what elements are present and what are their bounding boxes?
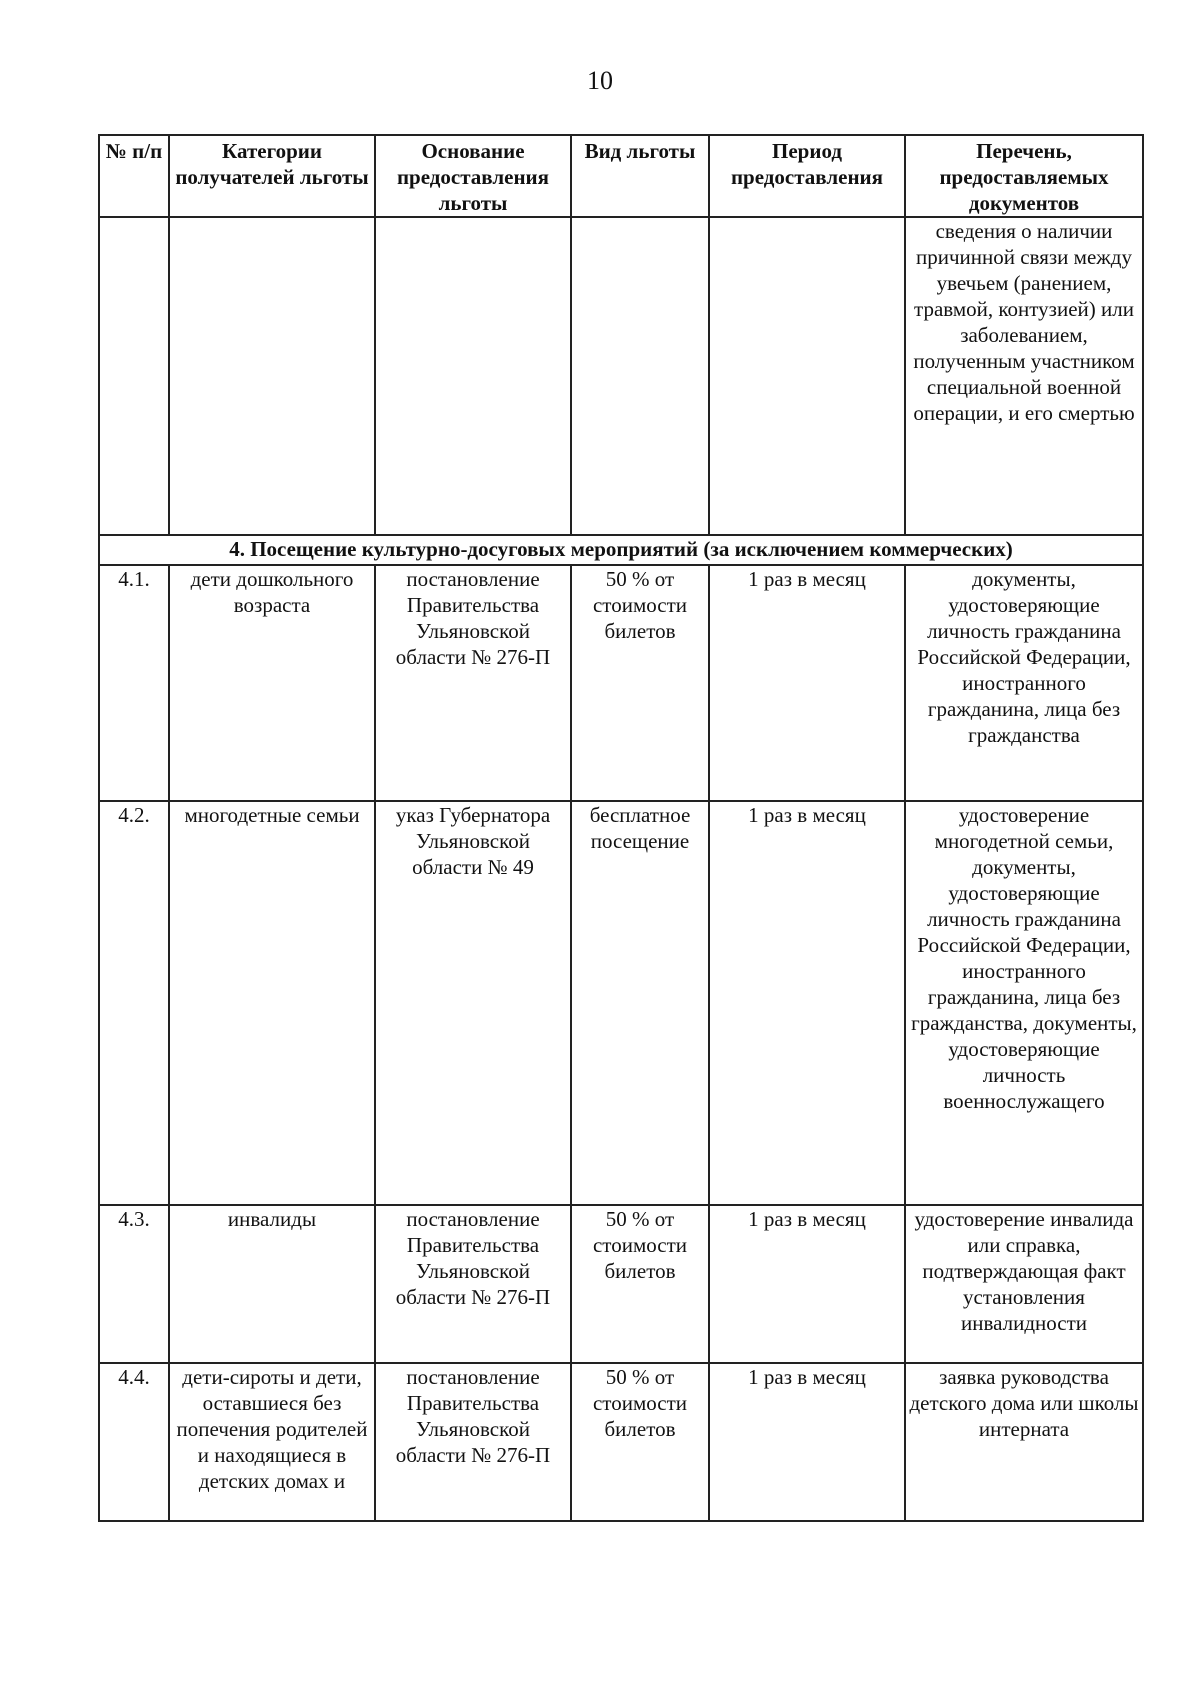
table-header-row — [99, 135, 1143, 217]
header-documents: Перечень, предоставляемых документов — [905, 135, 1143, 217]
row-num: 4.2. — [99, 801, 169, 1205]
row-basis: указ Губернатора Ульяновской области № 49 — [375, 801, 571, 1205]
section-title: 4. Посещение культурно-досуговых мероприятий (за исключением коммерческих) — [99, 535, 1143, 565]
table-row — [99, 1205, 1143, 1363]
header-num: № п/п — [99, 135, 169, 217]
row-num: 4.3. — [99, 1205, 169, 1363]
row-category: дети-сироты и дети, оставшиеся без попечения родителей и находящиеся в детских домах и — [169, 1363, 375, 1521]
header-period: Период предоставления — [709, 135, 905, 217]
continuation-num — [99, 217, 169, 535]
continuation-category — [169, 217, 375, 535]
row-period: 1 раз в месяц — [709, 565, 905, 801]
row-num: 4.1. — [99, 565, 169, 801]
row-basis: постановление Правительства Ульяновской области № 276-П — [375, 1205, 571, 1363]
continuation-basis — [375, 217, 571, 535]
continuation-period — [709, 217, 905, 535]
benefits-table — [98, 134, 1144, 1522]
header-basis: Основание предоставления льготы — [375, 135, 571, 217]
row-category: инвалиды — [169, 1205, 375, 1363]
row-kind: 50 % от стоимости билетов — [571, 1205, 709, 1363]
row-kind: бесплатное посещение — [571, 801, 709, 1205]
row-category: дети дошкольного возраста — [169, 565, 375, 801]
row-documents: документы, удостоверяющие личность гражданина Российской Федерации, иностранного гражданина, лица без гражданства — [905, 565, 1143, 801]
header-category: Категории получателей льготы — [169, 135, 375, 217]
row-num: 4.4. — [99, 1363, 169, 1521]
row-kind: 50 % от стоимости билетов — [571, 565, 709, 801]
row-basis: постановление Правительства Ульяновской области № 276-П — [375, 1363, 571, 1521]
row-period: 1 раз в месяц — [709, 801, 905, 1205]
table-row — [99, 801, 1143, 1205]
row-documents: удостоверение инвалида или справка, подтверждающая факт установления инвалидности — [905, 1205, 1143, 1363]
continuation-documents: сведения о наличии причинной связи между увечьем (ранением, травмой, контузией) или заболеванием, полученным участником специальной военной операции, и его смертью — [905, 217, 1143, 535]
row-documents: удостоверение многодетной семьи, документы, удостоверяющие личность гражданина Российской Федерации, иностранного гражданина, лица без гражданства, документы, удостоверяющие личность военнослужащего — [905, 801, 1143, 1205]
row-kind: 50 % от стоимости билетов — [571, 1363, 709, 1521]
header-kind: Вид льготы — [571, 135, 709, 217]
row-documents: заявка руководства детского дома или школы интерната — [905, 1363, 1143, 1521]
section-row — [99, 535, 1143, 565]
row-category: многодетные семьи — [169, 801, 375, 1205]
continuation-row — [99, 217, 1143, 535]
row-period: 1 раз в месяц — [709, 1205, 905, 1363]
row-basis: постановление Правительства Ульяновской области № 276-П — [375, 565, 571, 801]
row-period: 1 раз в месяц — [709, 1363, 905, 1521]
page-number: 10 — [587, 66, 613, 95]
table-row — [99, 1363, 1143, 1521]
continuation-kind — [571, 217, 709, 535]
table-row — [99, 565, 1143, 801]
